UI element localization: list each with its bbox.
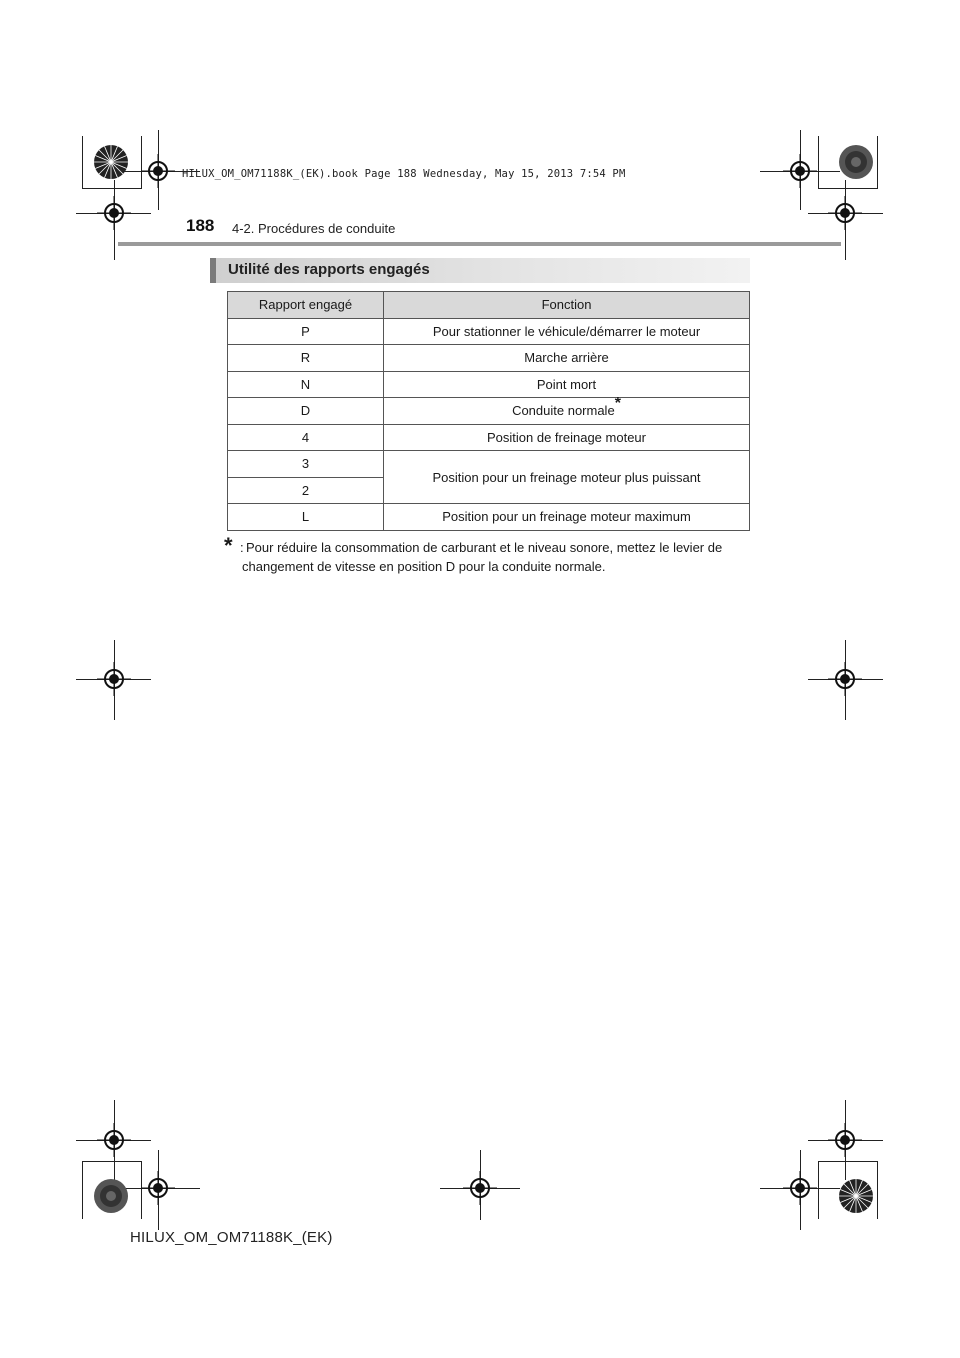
table-row <box>228 318 750 345</box>
column-header-function: Fonction <box>384 292 750 319</box>
registration-mark-icon <box>141 1171 175 1205</box>
registration-mark-icon <box>783 1171 817 1205</box>
function-cell: Position pour un freinage moteur plus puissant <box>384 451 750 504</box>
registration-mark-icon <box>463 1171 497 1205</box>
footnote-body: Pour réduire la consommation de carburant et le niveau sonore, mettez le levier de changement de vitesse en position D pour la conduite normale. <box>242 540 723 574</box>
footnote-mark: * <box>224 533 233 558</box>
function-cell: Point mort <box>384 371 750 398</box>
gear-cell: L <box>228 504 384 531</box>
table-row <box>228 424 750 451</box>
table-row <box>228 398 750 425</box>
color-bar-sunburst-icon <box>838 1178 874 1214</box>
section-title: Utilité des rapports engagés <box>228 261 430 278</box>
gear-cell: 2 <box>228 477 384 504</box>
footnote-reference: * <box>614 394 621 412</box>
function-cell: Marche arrière <box>384 345 750 372</box>
gear-cell: D <box>228 398 384 425</box>
gear-cell: R <box>228 345 384 372</box>
table-header-row <box>228 292 750 319</box>
chapter-title: 4-2. Procédures de conduite <box>232 221 396 236</box>
registration-mark-icon <box>783 154 817 188</box>
registration-mark-icon <box>97 662 131 696</box>
gear-function-table <box>227 291 750 531</box>
registration-mark-icon <box>828 662 862 696</box>
gear-cell: N <box>228 371 384 398</box>
section-heading <box>210 258 750 283</box>
column-header-gear: Rapport engagé <box>228 292 384 319</box>
page-number: 188 <box>186 216 215 235</box>
function-cell <box>384 394 750 425</box>
gear-cell: P <box>228 318 384 345</box>
registration-mark-icon <box>97 196 131 230</box>
print-info-line: HILUX_OM_OM71188K_(EK).book Page 188 Wednesday, May 15, 2013 7:54 PM <box>182 168 626 180</box>
table-row <box>228 504 750 531</box>
color-bar-sunburst-icon <box>93 144 129 180</box>
table-row <box>228 371 750 398</box>
registration-mark-icon <box>828 1123 862 1157</box>
color-bar-sunburst-icon <box>93 1178 129 1214</box>
footnote-text <box>242 538 754 576</box>
table-row <box>228 451 750 478</box>
footnote <box>224 533 754 576</box>
function-cell: Pour stationner le véhicule/démarrer le moteur <box>384 318 750 345</box>
registration-mark-icon <box>97 1123 131 1157</box>
color-bar-sunburst-icon <box>838 144 874 180</box>
function-cell: Position pour un freinage moteur maximum <box>384 504 750 531</box>
registration-mark-icon <box>828 196 862 230</box>
gear-cell: 4 <box>228 424 384 451</box>
registration-mark-icon <box>141 154 175 188</box>
footnote-separator: : <box>240 540 244 555</box>
header-rule <box>118 242 841 246</box>
manual-code: HILUX_OM_OM71188K_(EK) <box>130 1229 333 1246</box>
gear-cell: 3 <box>228 451 384 478</box>
function-cell: Position de freinage moteur <box>384 424 750 451</box>
function-text: Conduite normale <box>512 403 615 419</box>
table-row <box>228 345 750 372</box>
